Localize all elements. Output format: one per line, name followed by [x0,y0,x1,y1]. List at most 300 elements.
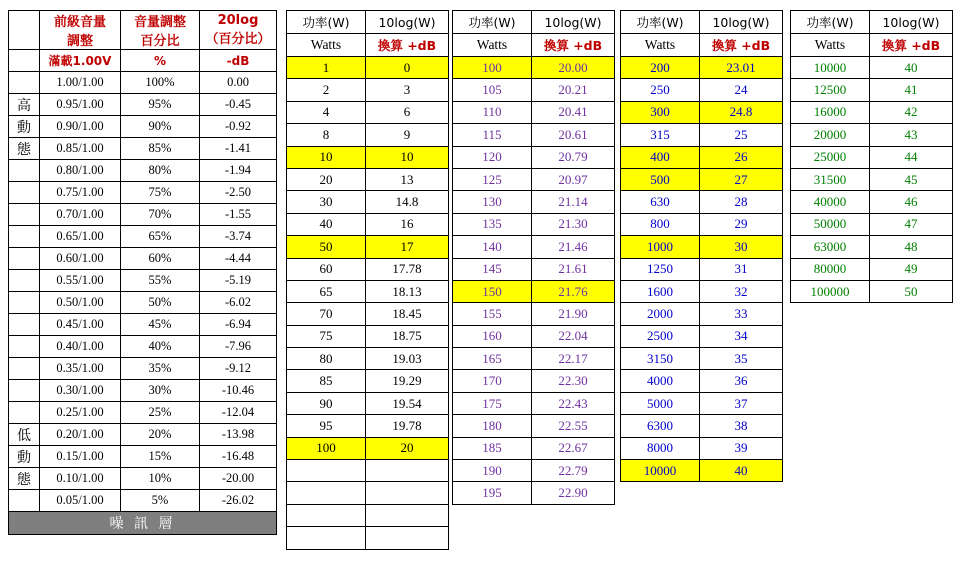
percent-cell: 65% [121,226,200,248]
ratio-cell: 0.70/1.00 [40,204,121,226]
table-row [453,79,615,101]
subheader-watts: Watts [287,34,366,57]
ratio-cell: 0.20/1.00 [40,424,121,446]
watts-cell: 125 [453,168,532,190]
db-cell: -5.19 [200,270,277,292]
db-cell: -26.02 [200,490,277,512]
db-cell: 41 [870,79,953,101]
percent-cell: 25% [121,402,200,424]
db-cell: 17 [366,236,449,258]
table-row [453,236,615,258]
watts-cell: 165 [453,348,532,370]
db-cell: 18.13 [366,280,449,302]
db-cell: -20.00 [200,468,277,490]
watts-cell: 50000 [791,213,870,235]
db-cell: 19.54 [366,392,449,414]
watts-cell: 5000 [621,392,700,414]
ratio-cell: 1.00/1.00 [40,72,121,94]
watts-cell: 160 [453,325,532,347]
watts-cell: 120 [453,146,532,168]
table-row [9,138,277,160]
watts-cell: 10000 [791,57,870,79]
table-row [453,325,615,347]
db-cell: -7.96 [200,336,277,358]
watts-cell: 8000 [621,437,700,459]
watts-cell: 155 [453,303,532,325]
ratio-cell: 0.35/1.00 [40,358,121,380]
table-header-row [621,11,783,34]
table-row [9,468,277,490]
db-cell: 19.03 [366,348,449,370]
percent-cell: 15% [121,446,200,468]
header-10log-w: 10log(W) [700,11,783,34]
db-cell: -0.92 [200,116,277,138]
dynamic-range-label [9,204,40,226]
watts-cell: 60 [287,258,366,280]
table-row [791,124,953,146]
table-row [9,226,277,248]
table-row [453,303,615,325]
power-table-100-195 [452,10,615,505]
watts-cell: 70 [287,303,366,325]
db-cell: 47 [870,213,953,235]
percent-cell: 70% [121,204,200,226]
watts-cell: 175 [453,392,532,414]
table-row [9,270,277,292]
table-row [453,191,615,213]
db-cell: 24.8 [700,101,783,123]
db-cell: 18.45 [366,303,449,325]
percent-cell: 75% [121,182,200,204]
db-cell: 0 [366,57,449,79]
watts-cell [287,482,366,504]
db-cell: 27 [700,168,783,190]
watts-cell: 110 [453,101,532,123]
ratio-cell: 0.60/1.00 [40,248,121,270]
table-row [9,446,277,468]
db-cell: 21.61 [532,258,615,280]
watts-cell: 315 [621,124,700,146]
table-subheader-row [287,34,449,57]
table-row [791,168,953,190]
db-cell: 31 [700,258,783,280]
dynamic-range-label [9,248,40,270]
db-cell: 23.01 [700,57,783,79]
table-row [453,101,615,123]
table-row [9,314,277,336]
db-cell: 22.90 [532,482,615,504]
table-row [453,415,615,437]
db-cell: 34 [700,325,783,347]
dynamic-range-label [9,182,40,204]
table-row [791,236,953,258]
table-row [9,94,277,116]
watts-cell: 1600 [621,280,700,302]
watts-cell: 1000 [621,236,700,258]
db-cell: 20.79 [532,146,615,168]
table-row [287,325,449,347]
db-cell: 29 [700,213,783,235]
watts-cell: 1 [287,57,366,79]
table-row [287,213,449,235]
table-row [621,437,783,459]
watts-cell: 25000 [791,146,870,168]
table-row [9,72,277,94]
table-row [9,160,277,182]
volume-attenuation-table [8,10,277,535]
db-cell: 22.04 [532,325,615,347]
db-cell: 20.97 [532,168,615,190]
db-cell: 22.17 [532,348,615,370]
subheader-db: 換算 +dB [700,34,783,57]
header-10log-w: 10log(W) [532,11,615,34]
table-row [453,57,615,79]
ratio-cell: 0.15/1.00 [40,446,121,468]
subheader-watts: Watts [453,34,532,57]
db-cell: 46 [870,191,953,213]
watts-cell: 63000 [791,236,870,258]
ratio-cell: 0.65/1.00 [40,226,121,248]
watts-cell: 4 [287,101,366,123]
db-cell: 38 [700,415,783,437]
table-row [453,370,615,392]
table-row [287,236,449,258]
header-power-w: 功率(W) [621,11,700,34]
percent-cell: 5% [121,490,200,512]
percent-cell: 85% [121,138,200,160]
db-cell: 26 [700,146,783,168]
power-table-200-10000 [620,10,783,482]
table-header-row [9,11,277,50]
header-power-w: 功率(W) [791,11,870,34]
watts-cell: 180 [453,415,532,437]
table-row [287,392,449,414]
percent-cell: 60% [121,248,200,270]
dynamic-range-label: 態 [9,468,40,490]
db-cell: -3.74 [200,226,277,248]
watts-cell: 135 [453,213,532,235]
watts-cell: 95 [287,415,366,437]
db-cell: 21.30 [532,213,615,235]
db-cell: -0.45 [200,94,277,116]
db-cell: 45 [870,168,953,190]
watts-cell: 195 [453,482,532,504]
table-row [287,79,449,101]
percent-cell: 30% [121,380,200,402]
watts-cell [287,460,366,482]
table-row [9,292,277,314]
db-cell: 19.29 [366,370,449,392]
ratio-cell: 0.30/1.00 [40,380,121,402]
db-cell: 22.30 [532,370,615,392]
db-cell [366,460,449,482]
watts-cell: 10 [287,146,366,168]
table-row [287,482,449,504]
table-header-row [791,11,953,34]
table-row [791,79,953,101]
db-cell: 20 [366,437,449,459]
db-cell: 13 [366,168,449,190]
table-row [453,280,615,302]
watts-cell: 6300 [621,415,700,437]
dynamic-range-label [9,358,40,380]
table-subheader-row [453,34,615,57]
table-row [621,348,783,370]
table-header-row [287,11,449,34]
percent-cell: 40% [121,336,200,358]
ratio-cell: 0.50/1.00 [40,292,121,314]
watts-cell: 140 [453,236,532,258]
subheader-full-scale: 滿載1.00V [40,50,121,72]
db-cell: 48 [870,236,953,258]
db-cell: 16 [366,213,449,235]
watts-cell [287,527,366,549]
watts-cell: 4000 [621,370,700,392]
table-row [453,392,615,414]
ratio-cell: 0.55/1.00 [40,270,121,292]
subheader-minus-db: -dB [200,50,277,72]
watts-cell: 150 [453,280,532,302]
db-cell: -6.02 [200,292,277,314]
table-row [791,57,953,79]
watts-cell: 100 [453,57,532,79]
subheader-db: 換算 +dB [532,34,615,57]
table-subheader-row [9,50,277,72]
ratio-cell: 0.10/1.00 [40,468,121,490]
db-cell: 3 [366,79,449,101]
watts-cell: 65 [287,280,366,302]
header-preamp-volume: 前級音量 調整 [40,11,121,50]
table-row [791,101,953,123]
subheader-watts: Watts [621,34,700,57]
dynamic-range-label: 低 [9,424,40,446]
db-cell: 19.78 [366,415,449,437]
db-cell: 33 [700,303,783,325]
header-20log: 20log （百分比） [200,11,277,50]
db-cell: -6.94 [200,314,277,336]
ratio-cell: 0.05/1.00 [40,490,121,512]
power-table-1-100 [286,10,449,550]
table-subheader-row [621,34,783,57]
watts-cell: 40 [287,213,366,235]
db-cell: 50 [870,280,953,302]
table-row [9,358,277,380]
dynamic-range-label [9,270,40,292]
db-cell: 42 [870,101,953,123]
watts-cell: 3150 [621,348,700,370]
watts-cell: 1250 [621,258,700,280]
percent-cell: 100% [121,72,200,94]
table-row [9,336,277,358]
table-row [621,213,783,235]
watts-cell: 115 [453,124,532,146]
table-row [621,303,783,325]
dynamic-range-label: 高 [9,94,40,116]
percent-cell: 45% [121,314,200,336]
table-row [287,258,449,280]
watts-cell: 30 [287,191,366,213]
dynamic-range-label: 動 [9,116,40,138]
percent-cell: 20% [121,424,200,446]
watts-cell: 800 [621,213,700,235]
table-header-row [453,11,615,34]
watts-cell: 185 [453,437,532,459]
percent-cell: 90% [121,116,200,138]
dynamic-range-label [9,160,40,182]
db-cell: 43 [870,124,953,146]
subheader-blank [9,50,40,72]
db-cell: 14.8 [366,191,449,213]
percent-cell: 10% [121,468,200,490]
db-cell: 17.78 [366,258,449,280]
percent-cell: 80% [121,160,200,182]
table-row [9,248,277,270]
ratio-cell: 0.40/1.00 [40,336,121,358]
header-power-w: 功率(W) [287,11,366,34]
db-cell [366,504,449,526]
db-cell: 49 [870,258,953,280]
dynamic-range-label [9,314,40,336]
table-row [453,124,615,146]
db-cell: 22.55 [532,415,615,437]
watts-cell: 500 [621,168,700,190]
dynamic-range-label: 態 [9,138,40,160]
table-row [9,204,277,226]
table-row [453,258,615,280]
watts-cell: 20 [287,168,366,190]
ratio-cell: 0.25/1.00 [40,402,121,424]
table-row [621,415,783,437]
header-blank [9,11,40,50]
table-row [287,527,449,549]
db-cell: -4.44 [200,248,277,270]
watts-cell: 2500 [621,325,700,347]
table-row [9,116,277,138]
watts-cell: 80 [287,348,366,370]
table-subheader-row [791,34,953,57]
power-table-10000-100000 [790,10,953,303]
dynamic-range-label [9,226,40,248]
db-cell: 21.46 [532,236,615,258]
watts-cell: 90 [287,392,366,414]
table-row [453,437,615,459]
db-cell: -1.55 [200,204,277,226]
subheader-percent-sign: % [121,50,200,72]
table-row [287,101,449,123]
subheader-db: 換算 +dB [870,34,953,57]
header-power-w: 功率(W) [453,11,532,34]
db-cell: 30 [700,236,783,258]
table-row [791,213,953,235]
db-cell: 35 [700,348,783,370]
dynamic-range-label [9,72,40,94]
ratio-cell: 0.95/1.00 [40,94,121,116]
watts-cell: 2000 [621,303,700,325]
db-cell: 32 [700,280,783,302]
table-row [287,437,449,459]
table-row [453,213,615,235]
db-cell: 24 [700,79,783,101]
db-cell: 25 [700,124,783,146]
db-cell: 22.67 [532,437,615,459]
watts-cell: 80000 [791,258,870,280]
db-cell: -12.04 [200,402,277,424]
dynamic-range-label: 動 [9,446,40,468]
table-row [9,380,277,402]
watts-cell [287,504,366,526]
table-row [621,191,783,213]
header-volume-percent: 音量調整 百分比 [121,11,200,50]
table-row [287,370,449,392]
watts-cell: 105 [453,79,532,101]
watts-cell: 250 [621,79,700,101]
percent-cell: 35% [121,358,200,380]
watts-cell: 300 [621,101,700,123]
table-row [287,146,449,168]
db-cell: 20.41 [532,101,615,123]
db-cell: -10.46 [200,380,277,402]
ratio-cell: 0.85/1.00 [40,138,121,160]
db-cell: 9 [366,124,449,146]
db-cell: -13.98 [200,424,277,446]
table-row [453,146,615,168]
table-row [791,258,953,280]
table-row [9,490,277,512]
ratio-cell: 0.90/1.00 [40,116,121,138]
dynamic-range-label [9,336,40,358]
table-row [791,146,953,168]
subheader-db: 換算 +dB [366,34,449,57]
watts-cell: 100000 [791,280,870,302]
watts-cell: 400 [621,146,700,168]
table-row [621,280,783,302]
watts-cell: 16000 [791,101,870,123]
table-row [287,57,449,79]
table-row [621,392,783,414]
watts-cell: 31500 [791,168,870,190]
table-row [453,168,615,190]
table-row [9,182,277,204]
watts-cell: 20000 [791,124,870,146]
table-row [621,146,783,168]
header-10log-w: 10log(W) [366,11,449,34]
table-row [621,79,783,101]
watts-cell: 10000 [621,460,700,482]
percent-cell: 50% [121,292,200,314]
table-row [287,303,449,325]
db-cell: 40 [700,460,783,482]
db-cell: 18.75 [366,325,449,347]
table-row [621,258,783,280]
table-row [9,402,277,424]
table-row [621,370,783,392]
watts-cell: 40000 [791,191,870,213]
table-row [287,348,449,370]
watts-cell: 170 [453,370,532,392]
dynamic-range-label [9,380,40,402]
dynamic-range-label [9,292,40,314]
watts-cell: 130 [453,191,532,213]
db-cell: 20.00 [532,57,615,79]
table-row [287,124,449,146]
db-cell: 20.61 [532,124,615,146]
table-row [791,280,953,302]
table-row [287,415,449,437]
watts-cell: 145 [453,258,532,280]
watts-cell: 2 [287,79,366,101]
ratio-cell: 0.45/1.00 [40,314,121,336]
table-row [621,101,783,123]
